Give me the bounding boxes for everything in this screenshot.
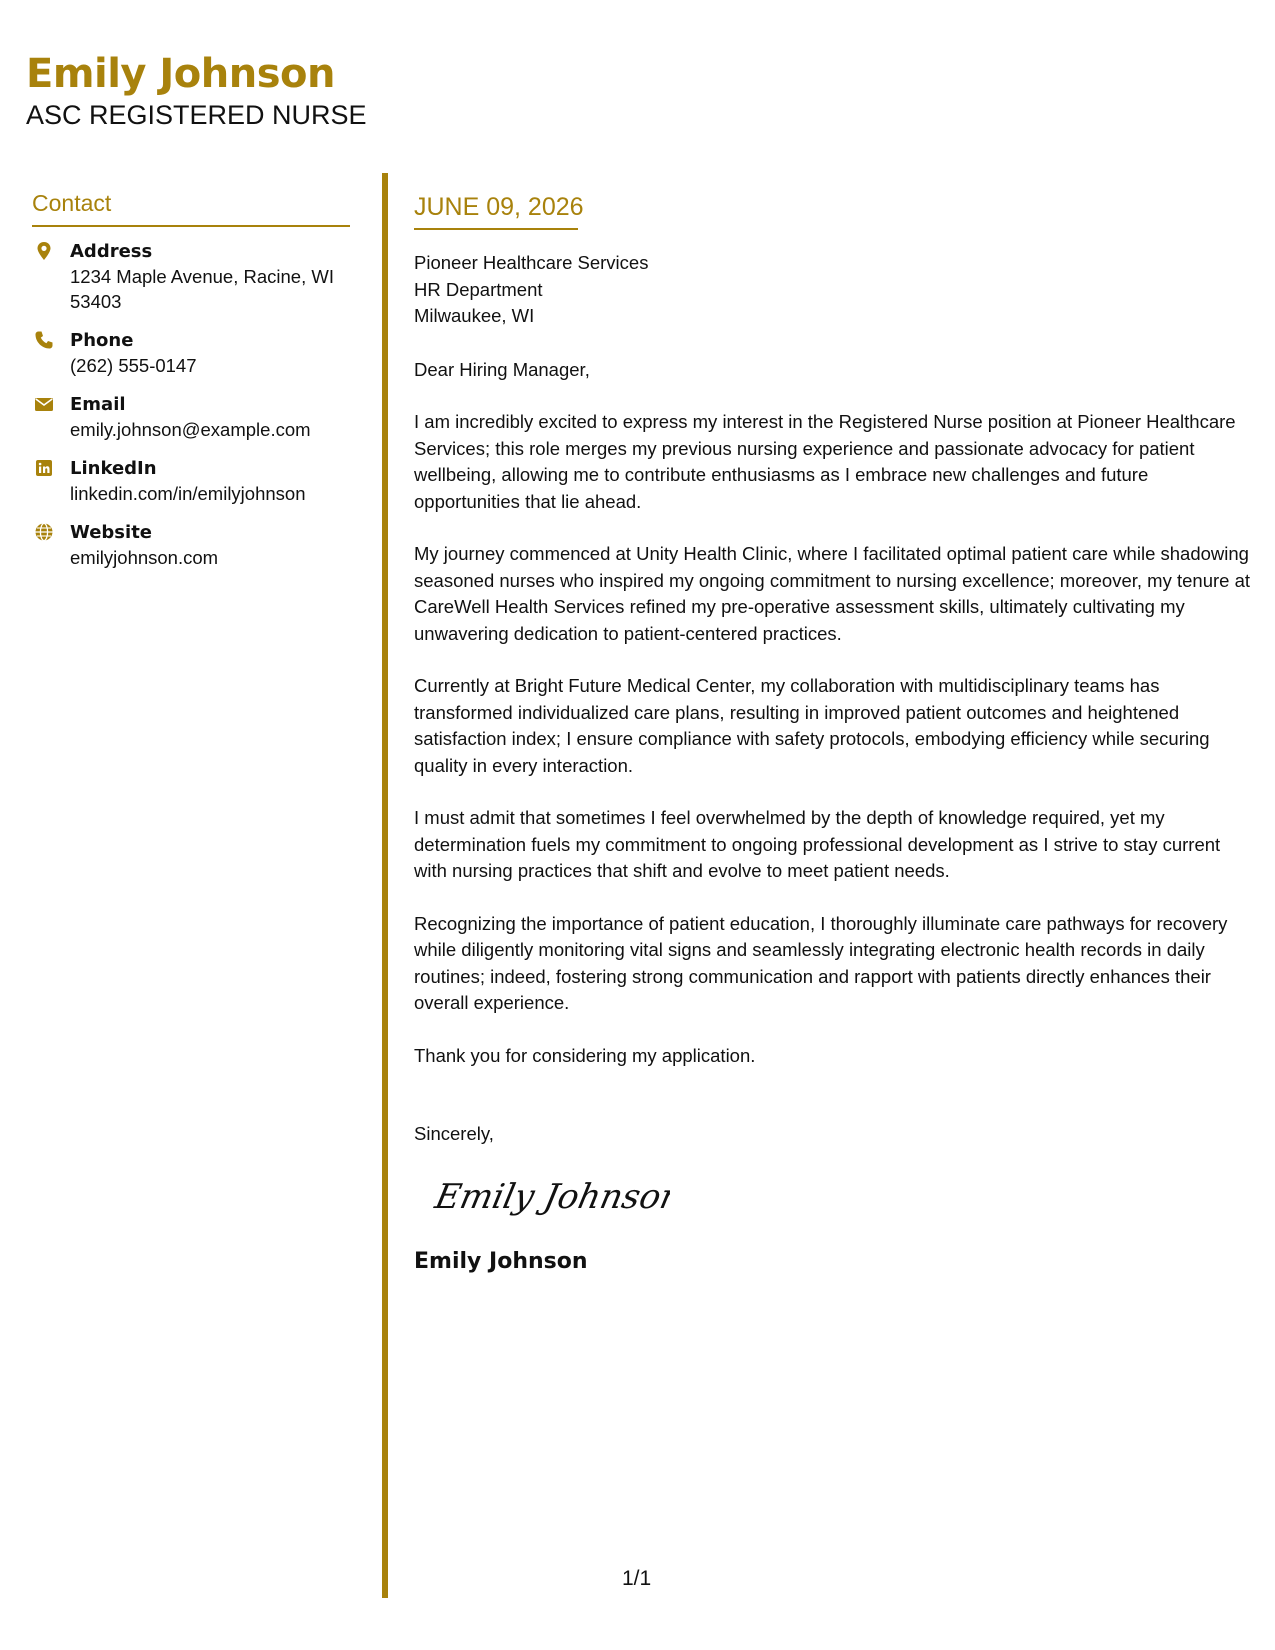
contact-item-address [32,239,350,314]
recipient-location: Milwaukee, WI [414,305,535,326]
contact-list [32,239,350,570]
contact-value: emily.johnson@example.com [70,419,311,440]
contact-sidebar [32,187,350,584]
paragraph: Recognizing the importance of patient education, I thoroughly illuminate care pathways for recovery while diligently monitoring vital signs and seamlessly integrating electronic health records in daily routines; indeed, fostering strong communication and rapport with patients directly enhances their overall experience. [414,912,1228,1013]
recipient-block [414,250,1254,330]
recipient-department: HR Department [414,278,543,300]
paragraph: I am incredibly excited to express my interest in the Registered Nurse position at Pioneer Healthcare Services; this role merges my previous nursing experience and passionate advocacy for patient wellbeing, allowing me to contribute enthusiasms as I embrace new challenges and future opportunities that lie ahead. [414,411,1236,512]
paragraph: My journey commenced at Unity Health Clinic, where I facilitated optimal patient care while shadowing seasoned nurses who inspired my ongoing commitment to nursing excellence; moreover, my tenure at CareWell Health Services refined my pre-operative assessment skills, ultimately cultivating my unwavering dedication to patient-centered practices. [414,543,1251,644]
paragraph: Currently at Bright Future Medical Center, my collaboration with multidisciplinary teams has transformed individualized care plans, resulting in improved patient outcomes and heightened satisfaction index; I ensure compliance with safety protocols, embodying efficiency while securing quality in every interaction. [414,675,1210,776]
linkedin-icon [34,458,54,478]
map-pin-icon [34,241,54,261]
greeting: Dear Hiring Manager, [414,358,590,380]
paragraph: Thank you for considering my application. [414,1044,756,1066]
contact-divider [32,225,350,227]
phone-icon [34,330,54,350]
contact-item-email [32,392,350,442]
letter-date: JUNE 09, 2026 [414,193,584,221]
contact-label: Email [70,394,126,415]
contact-item-linkedin [32,456,350,506]
contact-value: emilyjohnson.com [70,547,219,568]
contact-heading: Contact [32,190,112,216]
contact-value: linkedin.com/in/emilyjohnson [70,483,306,504]
signature-image [430,1168,670,1224]
date-underline [414,228,578,230]
job-title: ASC REGISTERED NURSE [26,100,367,130]
globe-icon [34,522,54,542]
contact-value: (262) 555-0147 [70,355,197,376]
contact-label: Address [70,241,153,262]
header [26,50,367,132]
applicant-name: Emily Johnson [26,51,336,97]
contact-value: 1234 Maple Avenue, Racine, WI 53403 [70,266,334,312]
contact-label: LinkedIn [70,458,157,479]
vertical-divider [382,173,388,1598]
contact-label: Phone [70,330,134,351]
paragraph: I must admit that sometimes I feel overwhelmed by the depth of knowledge required, yet my determination fuels my commitment to ongoing professional development as I strive to stay current with nursing practices that shift and evolve to meet patient needs. [414,807,1221,881]
contact-item-phone [32,328,350,378]
page-number: 1/1 [622,1567,652,1590]
letter-body [414,190,1254,1277]
closing: Sincerely, [414,1123,494,1144]
signature-text: Emily Johnson [431,1176,670,1217]
contact-label: Website [70,522,153,543]
recipient-company: Pioneer Healthcare Services [414,252,649,273]
signer-name: Emily Johnson [414,1248,588,1274]
envelope-icon [34,394,54,414]
contact-item-website [32,520,350,570]
